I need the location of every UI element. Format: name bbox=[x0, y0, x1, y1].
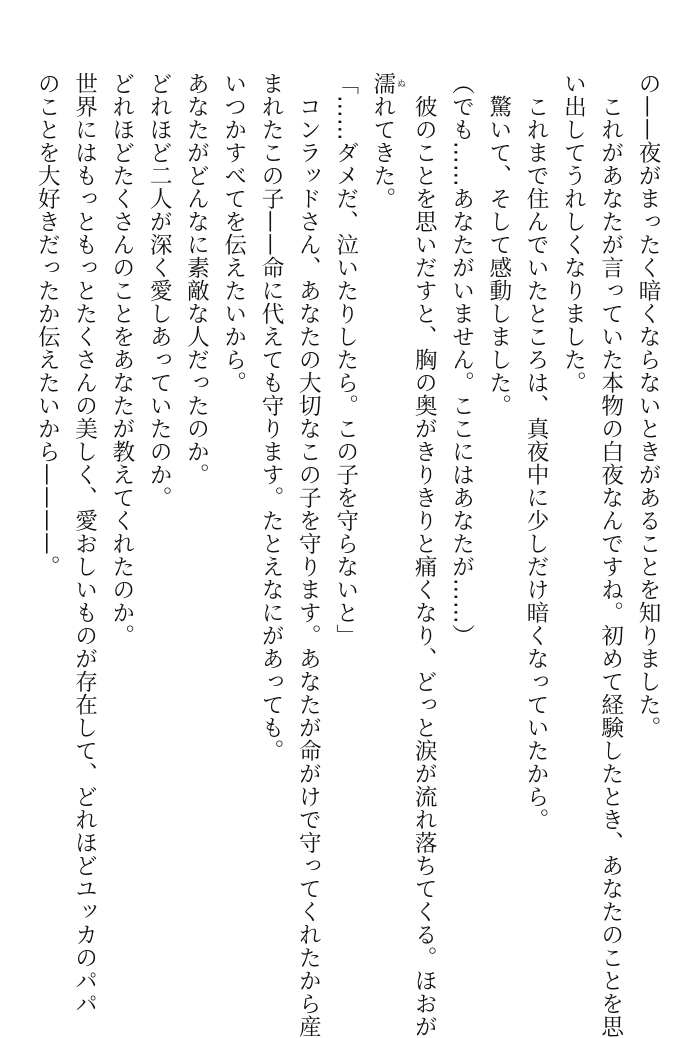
text-line-10: コンラッドさん、あなたの大切なこの子を守ります。あなたが命がけで守ってくれたから産 bbox=[295, 94, 322, 1038]
text-line-11: まれたこの子——命に代えても守ります。たとえなにがあっても。 bbox=[258, 72, 285, 762]
text-line-3: い出してうれしくなりました。 bbox=[560, 72, 587, 394]
text-line-8-rest: れてきた。 bbox=[369, 95, 396, 210]
text-line-4: これまで住んでいたところは、真夜中に少しだけ暗くなっていたから。 bbox=[523, 94, 550, 831]
text-line-5: 驚いて、そして感動しました。 bbox=[485, 94, 512, 417]
ruby-base: 濡 bbox=[369, 72, 396, 95]
text-line-6: （でも……あなたがいません。ここにはあなたが……） bbox=[448, 72, 475, 647]
text-line-2: これがあなたが言っていた本物の白夜なんですね。初めて経験したとき、あなたのことを思 bbox=[597, 94, 624, 1038]
text-line-13: あなたがどんなに素敵な人だったのか。 bbox=[183, 72, 210, 486]
text-line-17: のことを大好きだったか伝えたいから————。 bbox=[34, 72, 61, 578]
text-line-1: の——夜がまったく暗くならないときがあることを知りました。 bbox=[635, 72, 661, 739]
vertical-text-block bbox=[28, 72, 666, 1038]
ruby-word bbox=[369, 72, 405, 95]
text-line-15: どれほどたくさんのことをあなたが教えてくれたのか。 bbox=[108, 72, 135, 647]
text-line-16: 世界にはもっともっとたくさんの美しく、愛おしいものが存在して、どれほどユッカのパパ bbox=[71, 72, 98, 1015]
text-line-12: いつかすべてを伝えたいから。 bbox=[220, 72, 247, 394]
text-line-14: どれほど二人が深く愛しあっていたのか。 bbox=[146, 72, 173, 509]
text-line-9: 「……ダメだ、泣いたりしたら。この子を守らないと」 bbox=[332, 72, 359, 647]
text-line-8 bbox=[364, 72, 405, 972]
text-line-7: 彼のことを思いだすと、胸の奥がきりきりと痛くなり、どっと涙が流れ落ちてくる。ほおが bbox=[411, 94, 438, 1038]
ruby-reading: ぬ bbox=[394, 72, 405, 95]
